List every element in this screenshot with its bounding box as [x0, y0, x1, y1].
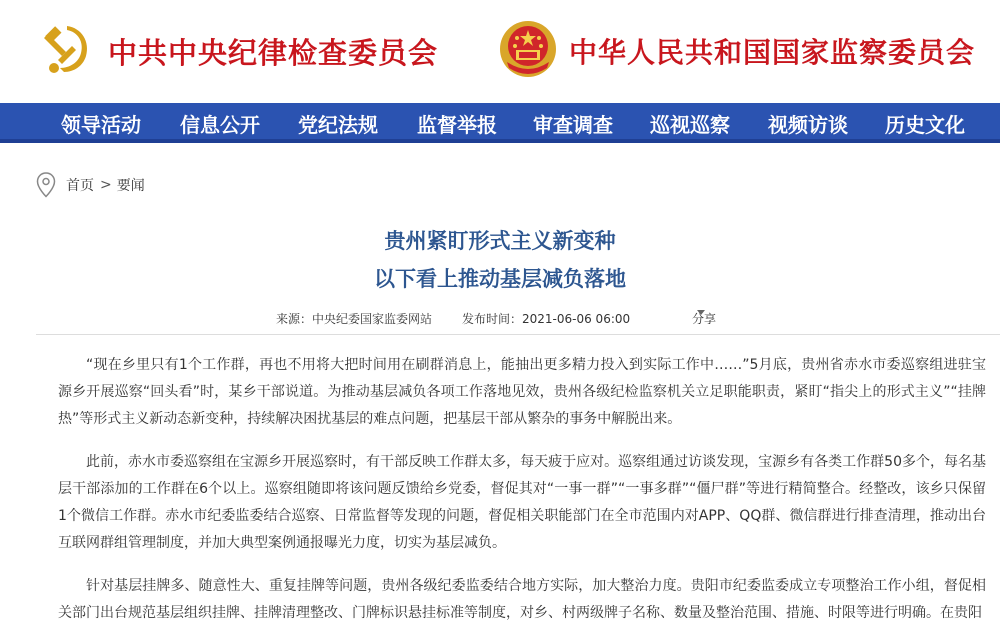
nav-item-report[interactable]: 监督举报 [417, 113, 497, 137]
ccdi-title: 中共中央纪律检查委员会 [108, 35, 439, 70]
article-title-line1: 贵州紧盯形式主义新变种 [384, 229, 616, 253]
nav-item-party-rules[interactable]: 党纪法规 [298, 113, 378, 137]
meta-divider [36, 334, 1000, 335]
article-publish-time: 发布时间：2021-06-06 06:00 [462, 312, 631, 326]
nav-item-history-culture[interactable]: 历史文化 [885, 113, 965, 137]
breadcrumb-current[interactable]: 要闻 [116, 178, 145, 194]
chevron-down-icon [697, 310, 705, 315]
article-title-line2: 以下看上推动基层减负落地 [374, 267, 626, 291]
party-emblem-icon [38, 20, 96, 82]
national-emblem-icon [497, 18, 559, 84]
breadcrumb-separator: > [100, 177, 112, 193]
article-source: 来源：中央纪委国家监委网站 [276, 312, 433, 326]
breadcrumb [36, 172, 145, 198]
nav-item-inspection[interactable]: 巡视巡察 [650, 113, 730, 137]
nav-item-info-disclosure[interactable]: 信息公开 [180, 113, 260, 137]
nav-item-video-interview[interactable]: 视频访谈 [768, 113, 848, 137]
ccdi-brand[interactable] [38, 20, 438, 82]
nsc-title: 中华人民共和国国家监察委员会 [569, 36, 976, 69]
main-nav [0, 103, 1000, 143]
article-title [0, 222, 1000, 298]
breadcrumb-home-link[interactable]: 首页 [66, 178, 94, 194]
share-label: 分享 [692, 312, 717, 326]
article-paragraph: “现在乡里只有1个工作群，再也不用将大把时间用在刷群消息上，能抽出更多精力投入到实际工作中……”5月底，贵州省赤水市委巡察组进驻宝源乡开展巡察“回头看”时，某乡干部说道。为推动基层减负各项工作落地见效，贵州各级纪检监察机关立足职能职责，紧盯“指尖上的形式主义”“挂牌热”等形式主义新动态新变种，持续解决困扰基层的难点问题，把基层干部从繁杂的事务中解脱出来。 [58, 357, 986, 427]
article-body [58, 352, 986, 643]
nav-item-investigation[interactable]: 审查调查 [533, 113, 613, 137]
nav-item-leadership[interactable]: 领导活动 [61, 113, 141, 137]
site-header [0, 0, 1000, 103]
nsc-brand[interactable] [497, 18, 975, 84]
location-pin-icon [36, 172, 56, 198]
article-paragraph: 针对基层挂牌多、随意性大、重复挂牌等问题，贵州各级纪委监委结合地方实际，加大整治力度。贵阳市纪委监委成立专项整治工作小组，督促相关部门出台规范基层组织挂牌、挂牌清理整改、门牌标识悬挂标准等制度，对乡、村两级牌子名称、数量及整治范围、措施、时限等进行明确。在贵阳 [58, 578, 986, 621]
article-paragraph: 此前，赤水市委巡察组在宝源乡开展巡察时，有干部反映工作群太多，每天疲于应对。巡察组通过访谈发现，宝源乡有各类工作群50多个，每名基层干部添加的工作群在6个以上。巡察组随即将该问题反馈给乡党委，督促其对“一事一群”“一事多群”“僵尸群”等进行精简整合。经整改，该乡只保留1个微信工作群。赤水市纪委监委结合巡察、日常监督等发现的问题，督促相关职能部门在全市范围内对APP、QQ群、微信群进行排查清理，推动出台互联网群组管理制度，并加大典型案例通报曝光力度，切实为基层减负。 [58, 454, 986, 551]
